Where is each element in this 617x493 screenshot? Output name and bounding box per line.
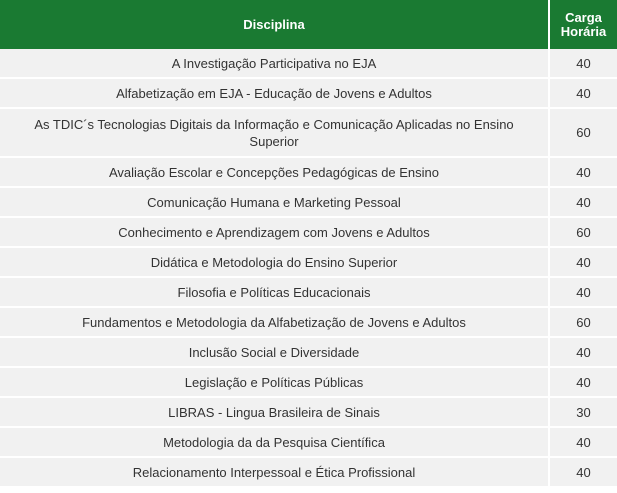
hours-value: 40 <box>548 158 617 188</box>
table-row <box>0 308 617 338</box>
hours-value: 60 <box>548 308 617 338</box>
hours-value: 40 <box>548 79 617 109</box>
hours-value: 40 <box>548 188 617 218</box>
discipline-name: Fundamentos e Metodologia da Alfabetização de Jovens e Adultos <box>0 308 548 338</box>
hours-value: 40 <box>548 368 617 398</box>
hours-value: 40 <box>548 458 617 488</box>
table-row <box>0 428 617 458</box>
discipline-name: LIBRAS - Lingua Brasileira de Sinais <box>0 398 548 428</box>
table-row <box>0 49 617 79</box>
table-row <box>0 338 617 368</box>
hours-value: 40 <box>548 338 617 368</box>
discipline-name: Filosofia e Políticas Educacionais <box>0 278 548 308</box>
discipline-name: Avaliação Escolar e Concepções Pedagógicas de Ensino <box>0 158 548 188</box>
discipline-name: Conhecimento e Aprendizagem com Jovens e Adultos <box>0 218 548 248</box>
hours-value: 30 <box>548 398 617 428</box>
discipline-name: Metodologia da da Pesquisa Científica <box>0 428 548 458</box>
table-row <box>0 368 617 398</box>
discipline-column-header: Disciplina <box>0 0 548 49</box>
discipline-name: Inclusão Social e Diversidade <box>0 338 548 368</box>
hours-header-line2: Horária <box>560 23 607 39</box>
table-row <box>0 218 617 248</box>
table-row <box>0 458 617 488</box>
hours-header-line1: Carga <box>565 9 602 25</box>
table-row <box>0 109 617 158</box>
table-row <box>0 278 617 308</box>
table-row <box>0 248 617 278</box>
discipline-name: Comunicação Humana e Marketing Pessoal <box>0 188 548 218</box>
table-header-row <box>0 0 617 49</box>
table-row <box>0 398 617 428</box>
table-row <box>0 79 617 109</box>
discipline-name: As TDIC´s Tecnologias Digitais da Informação e Comunicação Aplicadas no Ensino Superior <box>0 109 548 158</box>
hours-value: 40 <box>548 428 617 458</box>
table-row <box>0 158 617 188</box>
discipline-name: Legislação e Políticas Públicas <box>0 368 548 398</box>
hours-value: 40 <box>548 248 617 278</box>
hours-column-header <box>548 0 617 49</box>
hours-value: 40 <box>548 278 617 308</box>
discipline-name: Didática e Metodologia do Ensino Superior <box>0 248 548 278</box>
discipline-name: A Investigação Participativa no EJA <box>0 49 548 79</box>
hours-value: 40 <box>548 49 617 79</box>
table-row <box>0 188 617 218</box>
hours-value: 60 <box>548 218 617 248</box>
hours-value: 60 <box>548 109 617 158</box>
discipline-name: Relacionamento Interpessoal e Ética Profissional <box>0 458 548 488</box>
discipline-name: Alfabetização em EJA - Educação de Jovens e Adultos <box>0 79 548 109</box>
